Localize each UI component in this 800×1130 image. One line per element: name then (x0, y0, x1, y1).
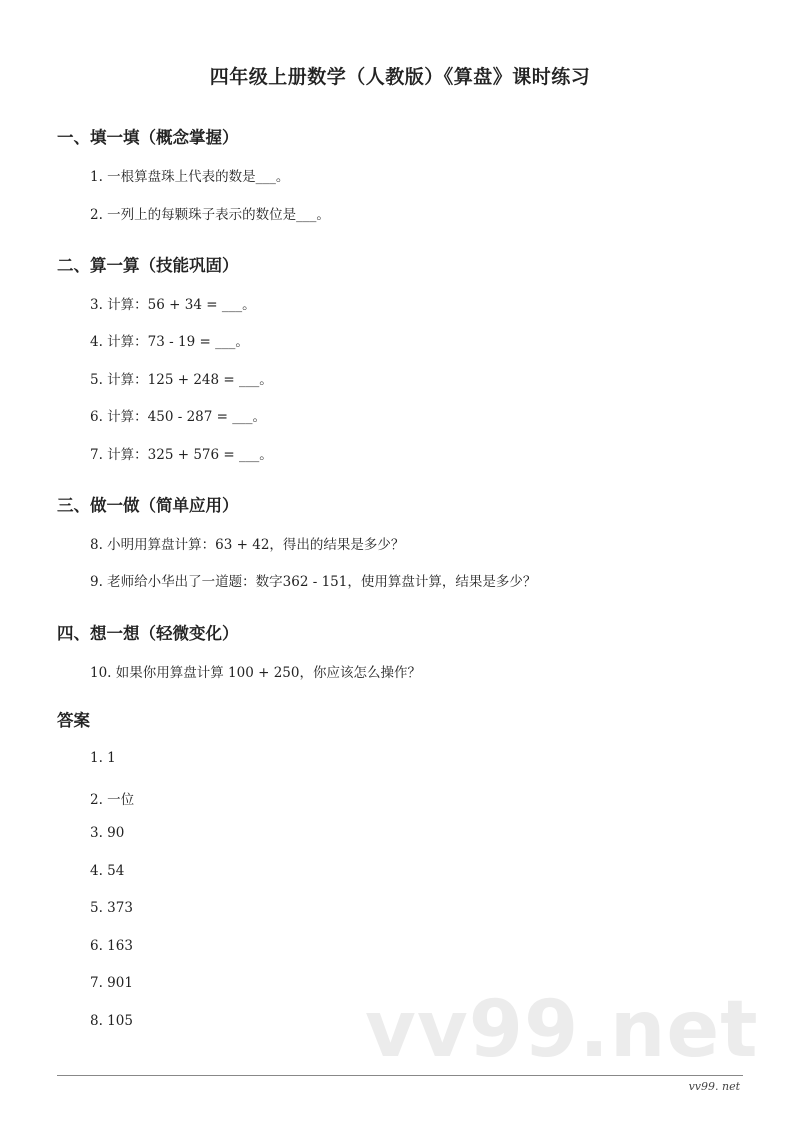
section-heading-think: 四、想一想（轻微变化） (57, 624, 239, 643)
answer-item: 3. 90 (90, 825, 125, 841)
question-item: 3. 计算：56 + 34 = ___。 (90, 297, 256, 313)
page-title: 四年级上册数学（人教版）《算盘》课时练习 (209, 66, 591, 88)
answers-heading: 答案 (57, 711, 90, 730)
watermark: vv99.net (365, 985, 759, 1075)
section-heading-fill: 一、填一填（概念掌握） (57, 128, 239, 147)
question-item: 7. 计算：325 + 576 = ___。 (90, 447, 273, 463)
question-item: 6. 计算：450 - 287 = ___。 (90, 409, 266, 425)
question-item: 2. 一列上的每颗珠子表示的数位是___。 (90, 207, 330, 223)
answer-item: 5. 373 (90, 900, 133, 916)
answer-item: 7. 901 (90, 975, 133, 991)
question-item: 9. 老师给小华出了一道题：数字362 - 151，使用算盘计算，结果是多少？ (90, 574, 537, 590)
question-item: 8. 小明用算盘计算：63 + 42，得出的结果是多少？ (90, 537, 405, 553)
section-heading-apply: 三、做一做（简单应用） (57, 496, 239, 515)
question-item: 1. 一根算盘珠上代表的数是___。 (90, 169, 290, 185)
question-item: 5. 计算：125 + 248 = ___。 (90, 372, 273, 388)
answer-item: 6. 163 (90, 938, 133, 954)
question-item: 10. 如果你用算盘计算 100 + 250，你应该怎么操作？ (90, 665, 421, 681)
answer-item: 8. 105 (90, 1013, 133, 1029)
answer-item: 2. 一位 (90, 792, 135, 808)
answer-item: 4. 54 (90, 863, 125, 879)
footer-divider (57, 1075, 743, 1076)
answer-item: 1. 1 (90, 750, 116, 766)
footer-site-label: vv99. net (688, 1080, 740, 1093)
question-item: 4. 计算：73 - 19 = ___。 (90, 334, 249, 350)
section-heading-calculate: 二、算一算（技能巩固） (57, 256, 239, 275)
